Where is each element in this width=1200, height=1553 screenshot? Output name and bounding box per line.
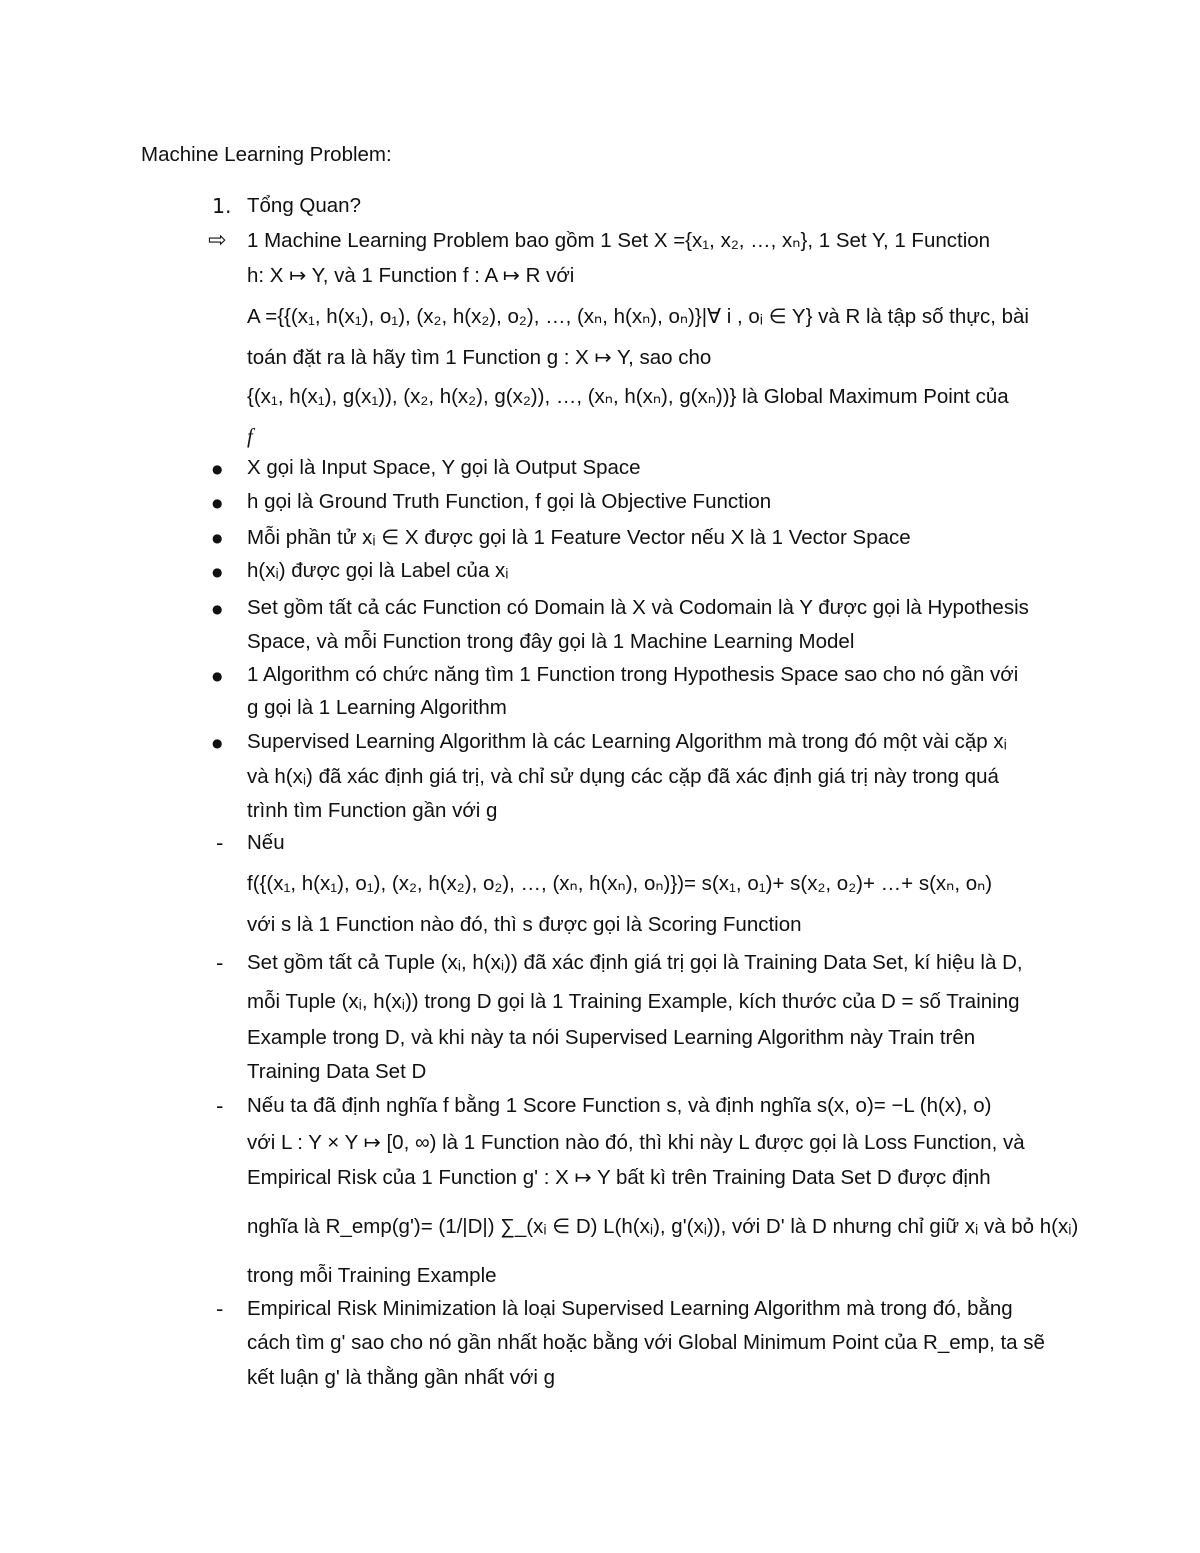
list-item: Set gồm tất cả các Function có Domain là X và Codomain là Y được gọi là Hypothesis — [247, 596, 1029, 619]
list-item-continued: Training Data Set D — [247, 1060, 427, 1083]
list-item-continued: Example trong D, và khi này ta nói Supervised Learning Algorithm này Train trên — [247, 1026, 976, 1049]
list-item: Empirical Risk Minimization là loại Supervised Learning Algorithm mà trong đó, bằng — [247, 1297, 1013, 1320]
formula-line: f({(x₁, h(x₁), o₁), (x₂, h(x₂), o₂), …, (xₙ, h(xₙ), oₙ)})= s(x₁, o₁)+ s(x₂, o₂)+ …+ s(xₙ, oₙ) — [247, 872, 993, 895]
list-item-continued: g gọi là 1 Learning Algorithm — [247, 696, 507, 719]
list-item-continued: Space, và mỗi Function trong đây gọi là 1 Machine Learning Model — [247, 630, 855, 653]
list-item-continued: Empirical Risk của 1 Function g' : X ↦ Y bất kì trên Training Data Set D được định — [247, 1166, 991, 1189]
list-item: Nếu — [247, 831, 285, 854]
bullet-icon: ● — [212, 669, 223, 683]
list-item: h gọi là Ground Truth Function, f gọi là Objective Function — [247, 490, 772, 513]
list-item-continued: cách tìm g' sao cho nó gần nhất hoặc bằng với Global Minimum Point của R_emp, ta sẽ — [247, 1331, 1045, 1354]
text-line: f — [247, 424, 253, 448]
bullet-icon: ● — [212, 736, 223, 750]
bullet-icon: ● — [212, 496, 223, 510]
dash-marker: - — [216, 951, 224, 975]
bullet-icon: ● — [212, 531, 223, 545]
list-item: h(xᵢ) được gọi là Label của xᵢ — [247, 559, 509, 582]
dash-marker: - — [216, 831, 224, 855]
list-item-continued: trình tìm Function gần với g — [247, 799, 498, 822]
bullet-icon: ● — [212, 462, 223, 476]
list-item: Mỗi phần tử xᵢ ∈ X được gọi là 1 Feature Vector nếu X là 1 Vector Space — [247, 526, 911, 549]
list-item-continued: với L : Y × Y ↦ [0, ∞) là 1 Function nào đó, thì khi này L được gọi là Loss Function, và — [247, 1131, 1025, 1154]
list-item-continued: và h(xᵢ) đã xác định giá trị, và chỉ sử dụng các cặp đã xác định giá trị này trong quá — [247, 765, 999, 788]
list-item: Supervised Learning Algorithm là các Learning Algorithm mà trong đó một vài cặp xᵢ — [247, 730, 1007, 753]
section-heading: Tổng Quan? — [247, 194, 361, 217]
text-line: h: X ↦ Y, và 1 Function f : A ↦ R với — [247, 264, 575, 287]
list-item: 1 Algorithm có chức năng tìm 1 Function trong Hypothesis Space sao cho nó gần với — [247, 663, 1019, 686]
list-item: X gọi là Input Space, Y gọi là Output Space — [247, 456, 641, 479]
bullet-icon: ● — [212, 602, 223, 616]
bullet-icon: ● — [212, 565, 223, 579]
text-line: toán đặt ra là hãy tìm 1 Function g : X ↦ Y, sao cho — [247, 346, 712, 369]
list-item-continued: mỗi Tuple (xᵢ, h(xᵢ)) trong D gọi là 1 Training Example, kích thước của D = số Training — [247, 990, 1020, 1013]
arrow-icon: ⇨ — [208, 228, 227, 253]
list-item-continued: kết luận g' là thằng gần nhất với g — [247, 1366, 555, 1389]
list-item-continued: với s là 1 Function nào đó, thì s được gọi là Scoring Function — [247, 913, 802, 936]
list-item-continued: trong mỗi Training Example — [247, 1264, 497, 1287]
formula-line: {(x₁, h(x₁), g(x₁)), (x₂, h(x₂), g(x₂)), …, (xₙ, h(xₙ), g(xₙ))} là Global Maximum Point của — [247, 385, 1009, 408]
dash-marker: - — [216, 1297, 224, 1321]
section-number: 1. — [212, 194, 232, 218]
formula-line: A ={{(x₁, h(x₁), o₁), (x₂, h(x₂), o₂), …, (xₙ, h(xₙ), oₙ)}|∀ i , oᵢ ∈ Y} và R là tập số thực, bài — [247, 305, 1029, 328]
list-item: Set gồm tất cả Tuple (xᵢ, h(xᵢ)) đã xác định giá trị gọi là Training Data Set, kí hiệu là D, — [247, 951, 1023, 974]
document-title: Machine Learning Problem: — [141, 143, 392, 166]
text-line: 1 Machine Learning Problem bao gồm 1 Set X ={x₁, x₂, …, xₙ}, 1 Set Y, 1 Function — [247, 229, 991, 252]
dash-marker: - — [216, 1094, 224, 1118]
formula-line: nghĩa là R_emp(g')= (1/|D|) ∑_(xᵢ ∈ D) L(h(xᵢ), g'(xᵢ)), với D' là D nhưng chỉ giữ xᵢ và bỏ h(xᵢ) — [247, 1215, 1079, 1238]
list-item: Nếu ta đã định nghĩa f bằng 1 Score Function s, và định nghĩa s(x, o)= −L (h(x), o) — [247, 1094, 992, 1117]
